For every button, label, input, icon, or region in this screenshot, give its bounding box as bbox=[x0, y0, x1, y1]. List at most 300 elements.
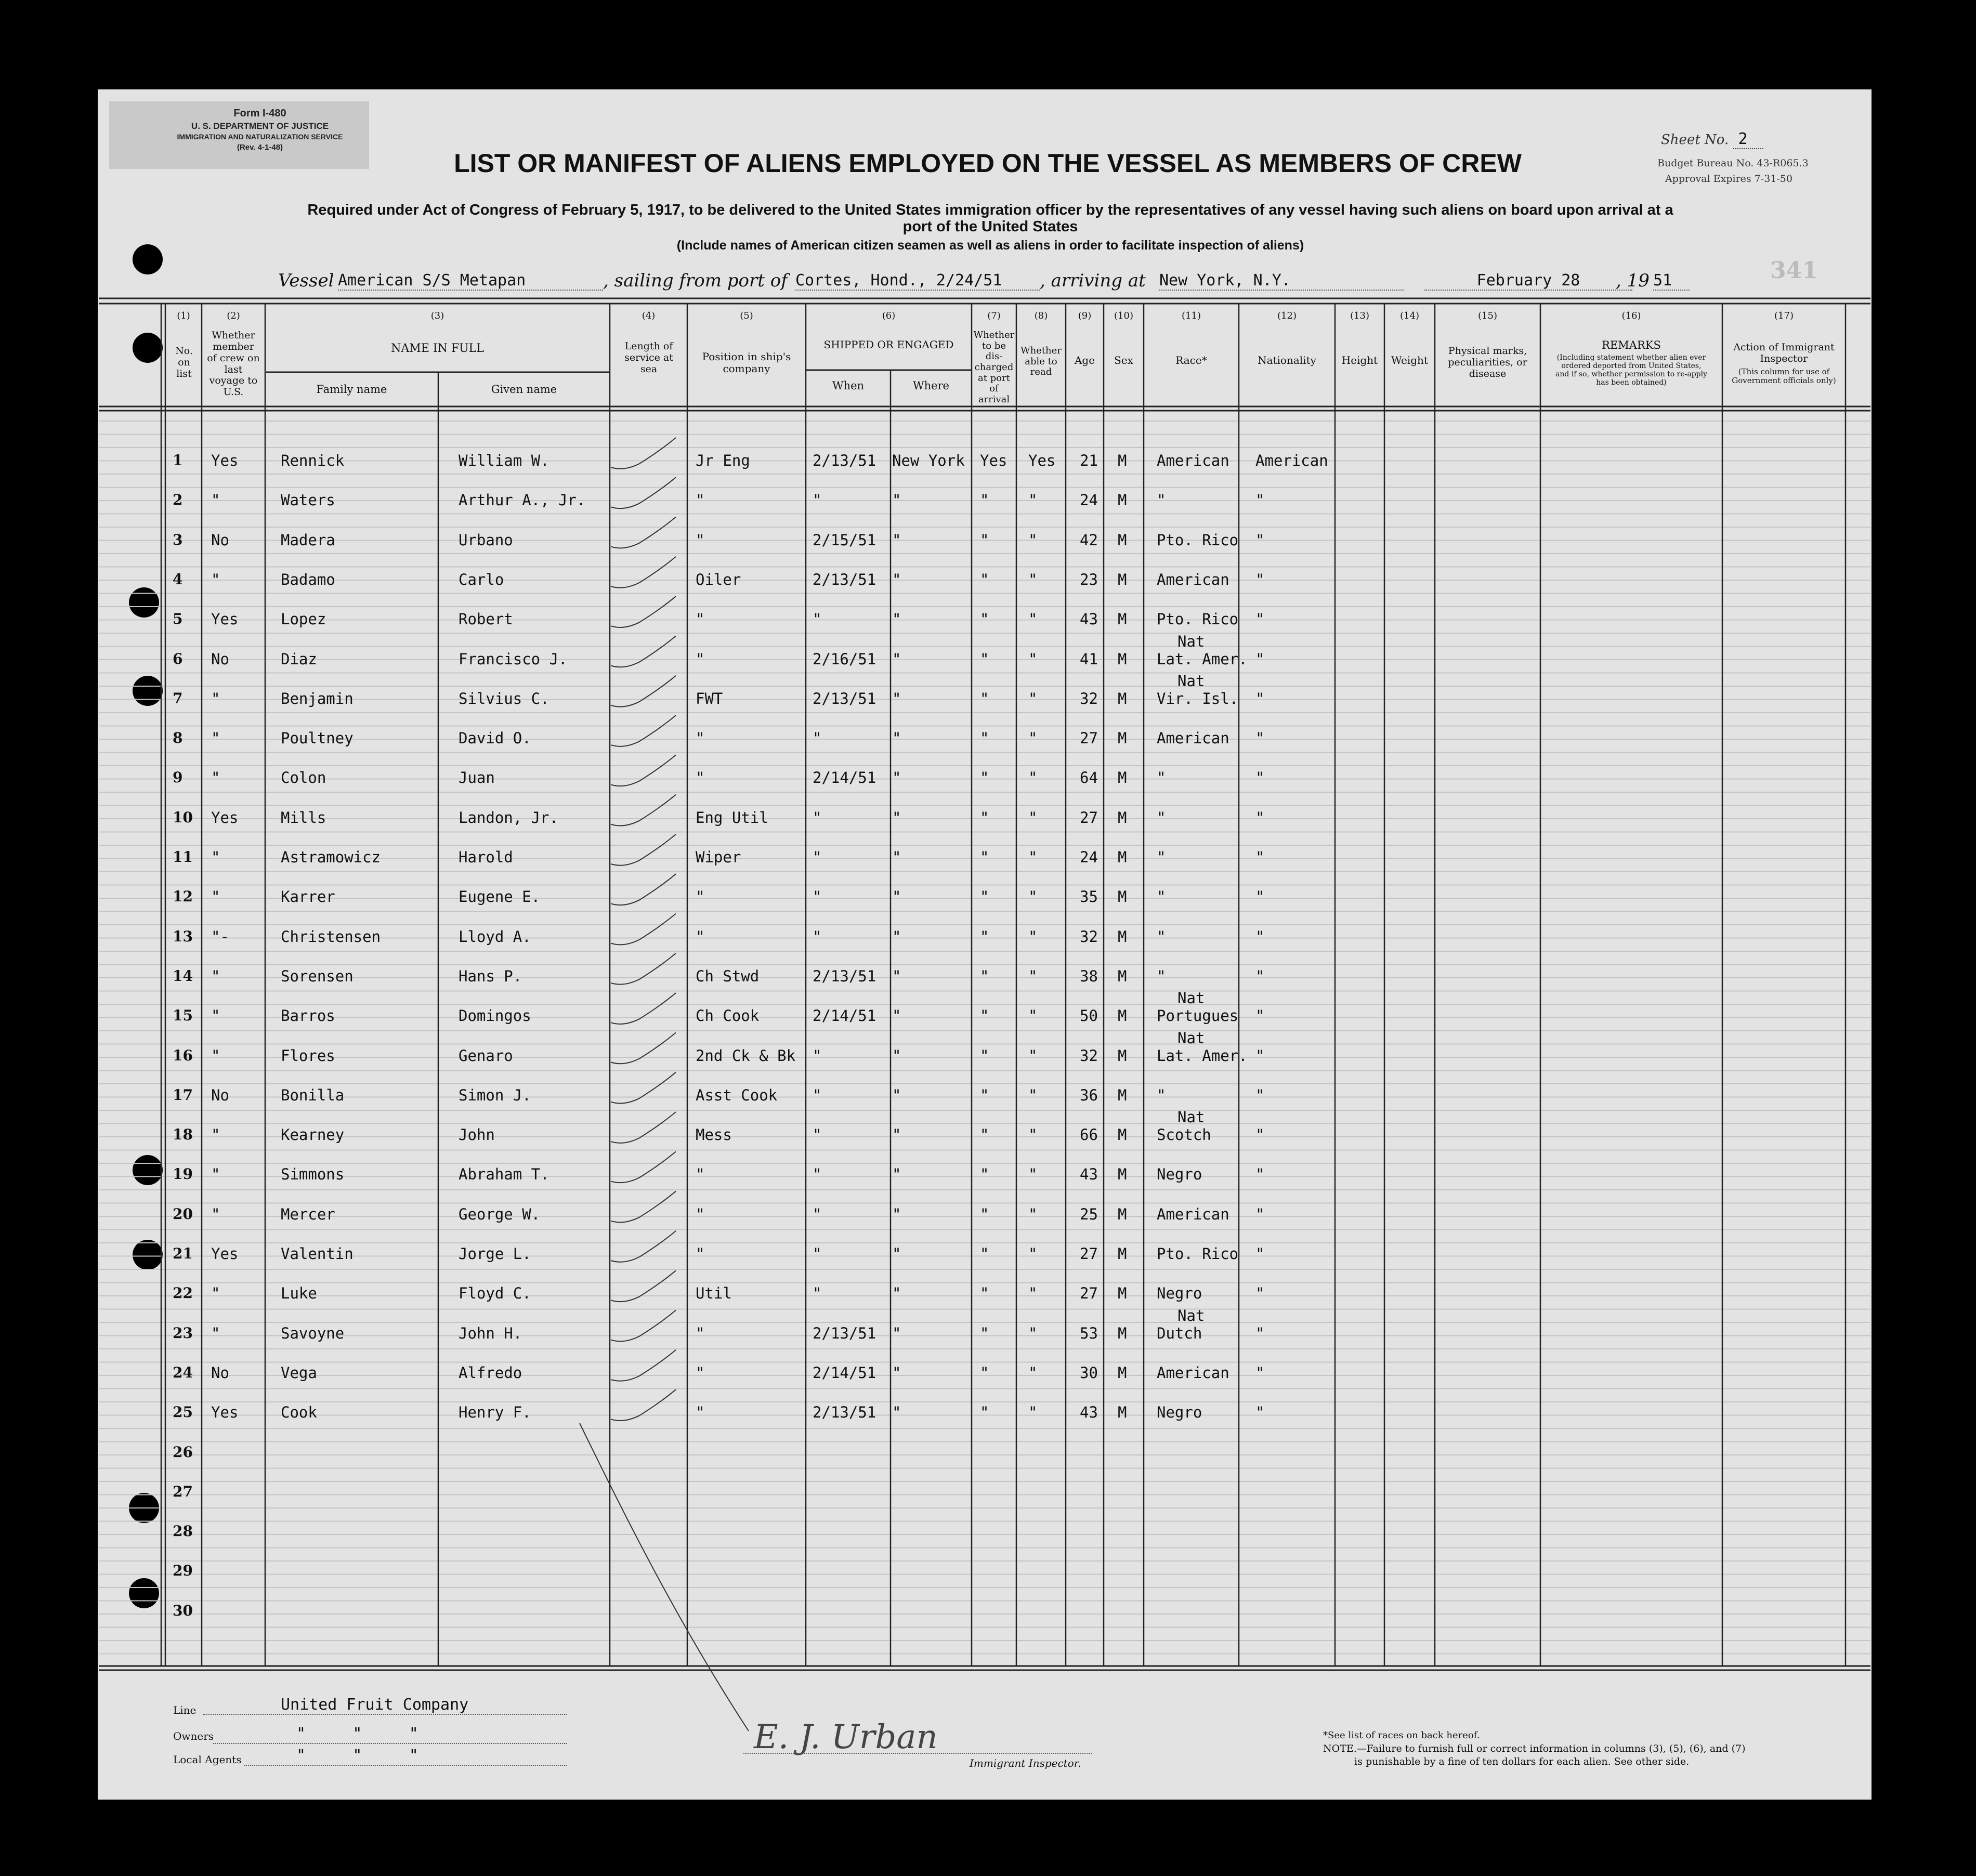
nationality-cell: " bbox=[1255, 848, 1265, 866]
last-voyage-cell: Yes bbox=[211, 452, 239, 469]
family-name-cell: Colon bbox=[281, 769, 326, 787]
inspector-signature: E. J. Urban bbox=[754, 1718, 938, 1756]
budget-bureau: Budget Bureau No. 43-R065.3 bbox=[1657, 158, 1809, 169]
discharged-cell: " bbox=[980, 927, 989, 946]
row-number: 6 bbox=[173, 650, 183, 667]
age-cell: 27 bbox=[1080, 808, 1098, 827]
shipped-when-cell: 2/13/51 bbox=[813, 570, 876, 588]
col-header-name: NAME IN FULL bbox=[391, 342, 484, 355]
able-to-read-cell: " bbox=[1028, 848, 1038, 866]
position-cell: Oiler bbox=[696, 570, 741, 588]
penalty-note: NOTE.—Failure to furnish full or correct information in columns (3), (5), (6), and (7) bbox=[1323, 1743, 1746, 1754]
col-num-16: (16) bbox=[1621, 310, 1641, 321]
able-to-read-cell: " bbox=[1028, 531, 1038, 549]
age-cell: 53 bbox=[1080, 1324, 1098, 1342]
race-note-cell: Nat bbox=[1177, 632, 1205, 650]
shipped-when-cell: 2/13/51 bbox=[813, 452, 876, 469]
row-number: 27 bbox=[173, 1483, 193, 1500]
position-cell: " bbox=[696, 1205, 705, 1223]
agents-value: " " " bbox=[244, 1747, 567, 1766]
arrival-year: 51 bbox=[1653, 271, 1690, 291]
last-voyage-cell: " bbox=[211, 1324, 220, 1342]
able-to-read-cell: " bbox=[1028, 570, 1038, 588]
given-name-cell: Domingos bbox=[459, 1007, 531, 1025]
discharged-cell: " bbox=[980, 1046, 989, 1065]
shipped-when-cell: " bbox=[813, 848, 822, 866]
shipped-when-cell: " bbox=[813, 491, 822, 509]
inspector-label: Immigrant Inspector. bbox=[970, 1757, 1081, 1769]
row-number: 18 bbox=[173, 1126, 193, 1144]
last-voyage-cell: " bbox=[211, 1205, 220, 1223]
col-num-12: (12) bbox=[1277, 310, 1297, 321]
position-cell: FWT bbox=[696, 689, 723, 707]
col-header-when: When bbox=[832, 379, 865, 392]
able-to-read-cell: " bbox=[1028, 1165, 1038, 1184]
approval-expires: Approval Expires 7-31-50 bbox=[1665, 173, 1792, 185]
age-cell: 32 bbox=[1080, 689, 1098, 707]
shipped-when-cell: " bbox=[813, 1205, 822, 1223]
shipped-when-cell: 2/14/51 bbox=[813, 1363, 876, 1382]
race-cell: " bbox=[1157, 967, 1166, 985]
nationality-cell: " bbox=[1255, 927, 1265, 946]
discharged-cell: " bbox=[980, 1284, 989, 1303]
family-name-cell: Barros bbox=[281, 1007, 335, 1025]
shipped-where-cell: " bbox=[892, 1126, 901, 1144]
row-number: 17 bbox=[173, 1086, 193, 1104]
race-cell: American bbox=[1157, 729, 1229, 747]
shipped-where-cell: " bbox=[892, 769, 901, 787]
arriving-at: New York, N.Y. bbox=[1159, 271, 1404, 291]
position-cell: " bbox=[696, 888, 705, 906]
line-value: United Fruit Company bbox=[203, 1696, 567, 1715]
discharged-cell: " bbox=[980, 769, 989, 787]
age-cell: 30 bbox=[1080, 1363, 1098, 1382]
col-header-where: Where bbox=[912, 379, 949, 392]
able-to-read-cell: Yes bbox=[1028, 452, 1056, 469]
inspector-sign-line bbox=[743, 1753, 1092, 1754]
given-name-cell: John H. bbox=[459, 1324, 522, 1342]
discharged-cell: " bbox=[980, 967, 989, 985]
family-name-cell: Karrer bbox=[281, 888, 335, 906]
given-name-cell: Genaro bbox=[459, 1046, 513, 1065]
able-to-read-cell: " bbox=[1028, 1403, 1038, 1422]
race-cell: Lat. Amer. bbox=[1157, 650, 1248, 668]
row-number: 25 bbox=[173, 1403, 193, 1421]
last-voyage-cell: " bbox=[211, 769, 220, 787]
col-header-physical: Physical marks, peculiarities, or disease bbox=[1448, 345, 1527, 379]
sex-cell: M bbox=[1118, 650, 1127, 668]
given-name-cell: Urbano bbox=[459, 531, 513, 549]
sex-cell: M bbox=[1118, 689, 1127, 707]
able-to-read-cell: " bbox=[1028, 967, 1038, 985]
sailing-from: Cortes, Hond., 2/24/51 bbox=[795, 271, 1040, 291]
last-voyage-cell: " bbox=[211, 689, 220, 707]
age-cell: 24 bbox=[1080, 491, 1098, 509]
row-number: 28 bbox=[173, 1523, 193, 1540]
race-cell: " bbox=[1157, 491, 1166, 509]
row-number: 5 bbox=[173, 610, 183, 628]
races-note: *See list of races on back hereof. bbox=[1323, 1730, 1480, 1741]
last-voyage-cell: No bbox=[211, 650, 229, 668]
age-cell: 43 bbox=[1080, 610, 1098, 628]
shipped-where-cell: " bbox=[892, 650, 901, 668]
shipped-when-cell: " bbox=[813, 610, 822, 628]
shipped-where-cell: " bbox=[892, 1324, 901, 1342]
discharged-cell: " bbox=[980, 531, 989, 549]
nationality-cell: " bbox=[1255, 491, 1265, 509]
family-name-cell: Christensen bbox=[281, 927, 381, 946]
shipped-where-cell: " bbox=[892, 689, 901, 707]
age-cell: 27 bbox=[1080, 1245, 1098, 1263]
row-number: 7 bbox=[173, 689, 183, 707]
nationality-cell: " bbox=[1255, 1205, 1265, 1223]
row-number: 29 bbox=[173, 1562, 193, 1580]
given-name-cell: Juan bbox=[459, 769, 495, 787]
col-header-sex: Sex bbox=[1114, 354, 1133, 366]
family-name-cell: Mills bbox=[281, 808, 326, 827]
last-voyage-cell: " bbox=[211, 848, 220, 866]
given-name-cell: Robert bbox=[459, 610, 513, 628]
nationality-cell: " bbox=[1255, 967, 1265, 985]
col-header-age: Age bbox=[1074, 354, 1095, 366]
shipped-when-cell: " bbox=[813, 1086, 822, 1104]
last-voyage-cell: " bbox=[211, 1126, 220, 1144]
family-name-cell: Sorensen bbox=[281, 967, 354, 985]
race-cell: Vir. Isl. bbox=[1157, 689, 1239, 707]
age-cell: 42 bbox=[1080, 531, 1098, 549]
shipped-when-cell: " bbox=[813, 1245, 822, 1263]
revision: (Rev. 4-1-48) bbox=[237, 143, 283, 152]
race-cell: American bbox=[1157, 452, 1229, 469]
age-cell: 32 bbox=[1080, 927, 1098, 946]
row-number: 13 bbox=[173, 927, 193, 945]
shipped-where-cell: " bbox=[892, 888, 901, 906]
shipped-when-cell: 2/15/51 bbox=[813, 531, 876, 549]
shipped-when-cell: 2/13/51 bbox=[813, 967, 876, 985]
position-cell: Ch Stwd bbox=[696, 967, 760, 985]
last-voyage-cell: " bbox=[211, 967, 220, 985]
discharged-cell: Yes bbox=[980, 452, 1007, 469]
able-to-read-cell: " bbox=[1028, 729, 1038, 747]
last-voyage-cell: " bbox=[211, 1046, 220, 1065]
discharged-cell: " bbox=[980, 570, 989, 588]
sex-cell: M bbox=[1118, 1007, 1127, 1025]
shipped-where-cell: " bbox=[892, 1165, 901, 1184]
sex-cell: M bbox=[1118, 1205, 1127, 1223]
shipped-where-cell: " bbox=[892, 1245, 901, 1263]
col-num-7: (7) bbox=[987, 310, 1001, 321]
shipped-where-cell: " bbox=[892, 491, 901, 509]
given-name-cell: Francisco J. bbox=[459, 650, 568, 668]
discharged-cell: " bbox=[980, 1403, 989, 1422]
col-header-discharged: Whether to be dis-charged at port of arrival bbox=[973, 330, 1015, 405]
line-label: Line bbox=[173, 1704, 197, 1716]
discharged-cell: " bbox=[980, 1007, 989, 1025]
able-to-read-cell: " bbox=[1028, 650, 1038, 668]
position-cell: Ch Cook bbox=[696, 1007, 760, 1025]
col-header-inspector-sub: (This column for use of Government officials only) bbox=[1732, 367, 1836, 386]
sex-cell: M bbox=[1118, 967, 1127, 985]
row-number: 2 bbox=[173, 491, 183, 509]
sex-cell: M bbox=[1118, 610, 1127, 628]
given-name-cell: Hans P. bbox=[459, 967, 522, 985]
agents-label: Local Agents bbox=[173, 1753, 242, 1766]
race-cell: American bbox=[1157, 1363, 1229, 1382]
row-number: 9 bbox=[173, 769, 183, 786]
able-to-read-cell: " bbox=[1028, 689, 1038, 707]
vessel-name: American S/S Metapan bbox=[338, 271, 603, 291]
sex-cell: M bbox=[1118, 1324, 1127, 1342]
position-cell: " bbox=[696, 1363, 705, 1382]
shipped-where-cell: " bbox=[892, 1086, 901, 1104]
col-header-position: Position in ship's company bbox=[702, 350, 791, 375]
position-cell: Asst Cook bbox=[696, 1086, 778, 1104]
given-name-cell: Alfredo bbox=[459, 1363, 522, 1382]
position-cell: Mess bbox=[696, 1126, 732, 1144]
last-voyage-cell: No bbox=[211, 531, 229, 549]
position-cell: " bbox=[696, 1403, 705, 1422]
sex-cell: M bbox=[1118, 1284, 1127, 1303]
age-cell: 32 bbox=[1080, 1046, 1098, 1065]
nationality-cell: " bbox=[1255, 570, 1265, 588]
race-cell: American bbox=[1157, 570, 1229, 588]
family-name-cell: Rennick bbox=[281, 452, 345, 469]
age-cell: 21 bbox=[1080, 452, 1098, 469]
shipped-when-cell: " bbox=[813, 1165, 822, 1184]
given-name-cell: Arthur A., Jr. bbox=[459, 491, 586, 509]
row-number: 22 bbox=[173, 1284, 193, 1302]
family-name-cell: Astramowicz bbox=[281, 848, 381, 866]
race-cell: American bbox=[1157, 1205, 1229, 1223]
family-name-cell: Savoyne bbox=[281, 1324, 345, 1342]
family-name-cell: Mercer bbox=[281, 1205, 335, 1223]
col-header-inspector: Action of Immigrant Inspector bbox=[1733, 342, 1835, 364]
nationality-cell: " bbox=[1255, 1284, 1265, 1303]
row-number: 12 bbox=[173, 888, 193, 906]
col-header-given: Given name bbox=[491, 383, 557, 396]
last-voyage-cell: " bbox=[211, 729, 220, 747]
given-name-cell: Harold bbox=[459, 848, 513, 866]
col-num-11: (11) bbox=[1182, 310, 1201, 321]
arrival-date: February 28 bbox=[1424, 271, 1632, 291]
service: IMMIGRATION AND NATURALIZATION SERVICE bbox=[177, 133, 343, 141]
race-cell: " bbox=[1157, 808, 1166, 827]
sex-cell: M bbox=[1118, 531, 1127, 549]
age-cell: 25 bbox=[1080, 1205, 1098, 1223]
col-header-height: Height bbox=[1341, 354, 1378, 366]
row-number: 3 bbox=[173, 531, 183, 548]
position-cell: " bbox=[696, 1245, 705, 1263]
nationality-cell: " bbox=[1255, 729, 1265, 747]
family-name-cell: Kearney bbox=[281, 1126, 345, 1144]
sex-cell: M bbox=[1118, 927, 1127, 946]
able-to-read-cell: " bbox=[1028, 1007, 1038, 1025]
race-note-cell: Nat bbox=[1177, 1029, 1205, 1047]
row-number: 19 bbox=[173, 1165, 193, 1183]
shipped-where-cell: " bbox=[892, 531, 901, 549]
col-num-17: (17) bbox=[1774, 310, 1794, 321]
row-number: 30 bbox=[173, 1602, 193, 1619]
shipped-where-cell: " bbox=[892, 1284, 901, 1303]
col-num-13: (13) bbox=[1350, 310, 1369, 321]
last-voyage-cell: Yes bbox=[211, 610, 239, 628]
age-cell: 35 bbox=[1080, 888, 1098, 906]
sheet-number: Sheet No. 2 bbox=[1661, 130, 1763, 148]
sex-cell: M bbox=[1118, 848, 1127, 866]
able-to-read-cell: " bbox=[1028, 808, 1038, 827]
row-number: 14 bbox=[173, 967, 193, 985]
nationality-cell: " bbox=[1255, 888, 1265, 906]
age-cell: 36 bbox=[1080, 1086, 1098, 1104]
able-to-read-cell: " bbox=[1028, 1284, 1038, 1303]
page-stamp: 341 bbox=[1770, 257, 1818, 284]
discharged-cell: " bbox=[980, 1126, 989, 1144]
col-header-family: Family name bbox=[316, 383, 387, 396]
family-name-cell: Lopez bbox=[281, 610, 326, 628]
col-num-5: (5) bbox=[740, 310, 753, 321]
race-cell: Negro bbox=[1157, 1284, 1202, 1303]
last-voyage-cell: Yes bbox=[211, 1245, 239, 1263]
family-name-cell: Diaz bbox=[281, 650, 317, 668]
age-cell: 50 bbox=[1080, 1007, 1098, 1025]
age-cell: 24 bbox=[1080, 848, 1098, 866]
page-title: LIST OR MANIFEST OF ALIENS EMPLOYED ON THE VESSEL AS MEMBERS OF CREW bbox=[454, 149, 1522, 178]
race-cell: " bbox=[1157, 888, 1166, 906]
family-name-cell: Cook bbox=[281, 1403, 317, 1422]
shipped-when-cell: 2/13/51 bbox=[813, 1403, 876, 1422]
position-cell: 2nd Ck & Bk bbox=[696, 1046, 796, 1065]
row-number: 20 bbox=[173, 1205, 193, 1223]
nationality-cell: " bbox=[1255, 1165, 1265, 1184]
family-name-cell: Valentin bbox=[281, 1245, 354, 1263]
able-to-read-cell: " bbox=[1028, 1324, 1038, 1342]
col-num-15: (15) bbox=[1478, 310, 1497, 321]
family-name-cell: Badamo bbox=[281, 570, 335, 588]
family-name-cell: Flores bbox=[281, 1046, 335, 1065]
position-cell: Jr Eng bbox=[696, 452, 750, 469]
able-to-read-cell: " bbox=[1028, 1205, 1038, 1223]
given-name-cell: Silvius C. bbox=[459, 689, 549, 707]
position-cell: " bbox=[696, 1324, 705, 1342]
shipped-when-cell: " bbox=[813, 1126, 822, 1144]
race-cell: " bbox=[1157, 1086, 1166, 1104]
sex-cell: M bbox=[1118, 1046, 1127, 1065]
sex-cell: M bbox=[1118, 1403, 1127, 1422]
row-number: 16 bbox=[173, 1046, 193, 1064]
given-name-cell: Simon J. bbox=[459, 1086, 531, 1104]
age-cell: 38 bbox=[1080, 967, 1098, 985]
shipped-where-cell: " bbox=[892, 927, 901, 946]
race-note-cell: Nat bbox=[1177, 672, 1205, 690]
penalty-note-2: is punishable by a fine of ten dollars for each alien. See other side. bbox=[1354, 1756, 1690, 1767]
nationality-cell: " bbox=[1255, 1007, 1265, 1025]
able-to-read-cell: " bbox=[1028, 769, 1038, 787]
discharged-cell: " bbox=[980, 729, 989, 747]
able-to-read-cell: " bbox=[1028, 491, 1038, 509]
col-header-remarks-sub: (Including statement whether alien ever ordered deported from United States, and if so, whether permission to re-apply has been obtained) bbox=[1555, 353, 1708, 387]
family-name-cell: Madera bbox=[281, 531, 335, 549]
discharged-cell: " bbox=[980, 1205, 989, 1223]
race-cell: Pto. Rico bbox=[1157, 1245, 1239, 1263]
sailing-label: , sailing from port of bbox=[603, 270, 788, 291]
race-cell: Portugues bbox=[1157, 1007, 1239, 1025]
able-to-read-cell: " bbox=[1028, 1046, 1038, 1065]
age-cell: 41 bbox=[1080, 650, 1098, 668]
family-name-cell: Simmons bbox=[281, 1165, 345, 1184]
able-to-read-cell: " bbox=[1028, 888, 1038, 906]
age-cell: 23 bbox=[1080, 570, 1098, 588]
discharged-cell: " bbox=[980, 1324, 989, 1342]
shipped-where-cell: New York bbox=[892, 452, 965, 469]
requirement-note: (Include names of American citizen seamen as well as aliens in order to facilitate inspection of aliens) bbox=[676, 238, 1304, 253]
discharged-cell: " bbox=[980, 888, 989, 906]
age-cell: 27 bbox=[1080, 729, 1098, 747]
discharged-cell: " bbox=[980, 848, 989, 866]
given-name-cell: William W. bbox=[459, 452, 549, 469]
shipped-when-cell: 2/14/51 bbox=[813, 1007, 876, 1025]
col-header-race: Race* bbox=[1175, 354, 1207, 366]
shipped-when-cell: " bbox=[813, 1284, 822, 1303]
row-number: 26 bbox=[173, 1443, 193, 1461]
sex-cell: M bbox=[1118, 1363, 1127, 1382]
nationality-cell: " bbox=[1255, 650, 1265, 668]
position-cell: Wiper bbox=[696, 848, 741, 866]
able-to-read-cell: " bbox=[1028, 1363, 1038, 1382]
discharged-cell: " bbox=[980, 491, 989, 509]
able-to-read-cell: " bbox=[1028, 610, 1038, 628]
age-cell: 66 bbox=[1080, 1126, 1098, 1144]
race-note-cell: Nat bbox=[1177, 1108, 1205, 1126]
col-header-service: Length of service at sea bbox=[624, 340, 673, 375]
position-cell: " bbox=[696, 1165, 705, 1184]
given-name-cell: Jorge L. bbox=[459, 1245, 531, 1263]
discharged-cell: " bbox=[980, 610, 989, 628]
shipped-where-cell: " bbox=[892, 610, 901, 628]
shipped-when-cell: 2/13/51 bbox=[813, 689, 876, 707]
col-num-3: (3) bbox=[430, 310, 444, 321]
given-name-cell: Floyd C. bbox=[459, 1284, 531, 1303]
position-cell: Util bbox=[696, 1284, 732, 1303]
last-voyage-cell: " bbox=[211, 570, 220, 588]
nationality-cell: " bbox=[1255, 610, 1265, 628]
row-number: 24 bbox=[173, 1363, 193, 1381]
given-name-cell: Eugene E. bbox=[459, 888, 541, 906]
shipped-when-cell: 2/14/51 bbox=[813, 769, 876, 787]
last-voyage-cell: " bbox=[211, 1284, 220, 1303]
given-name-cell: George W. bbox=[459, 1205, 541, 1223]
form-number: Form I-480 bbox=[233, 108, 286, 119]
discharged-cell: " bbox=[980, 689, 989, 707]
col-num-2: (2) bbox=[227, 310, 240, 321]
nationality-cell: " bbox=[1255, 689, 1265, 707]
sex-cell: M bbox=[1118, 888, 1127, 906]
family-name-cell: Poultney bbox=[281, 729, 354, 747]
position-cell: " bbox=[696, 610, 705, 628]
given-name-cell: Henry F. bbox=[459, 1403, 531, 1422]
nationality-cell: " bbox=[1255, 808, 1265, 827]
owners-label: Owners bbox=[173, 1730, 214, 1742]
race-cell: Pto. Rico bbox=[1157, 610, 1239, 628]
race-cell: " bbox=[1157, 927, 1166, 946]
position-cell: " bbox=[696, 531, 705, 549]
row-number: 8 bbox=[173, 729, 183, 747]
col-num-4: (4) bbox=[642, 310, 656, 321]
col-num-1: (1) bbox=[177, 310, 190, 321]
col-num-8: (8) bbox=[1034, 310, 1048, 321]
shipped-when-cell: " bbox=[813, 729, 822, 747]
race-cell: Pto. Rico bbox=[1157, 531, 1239, 549]
race-cell: Negro bbox=[1157, 1165, 1202, 1184]
